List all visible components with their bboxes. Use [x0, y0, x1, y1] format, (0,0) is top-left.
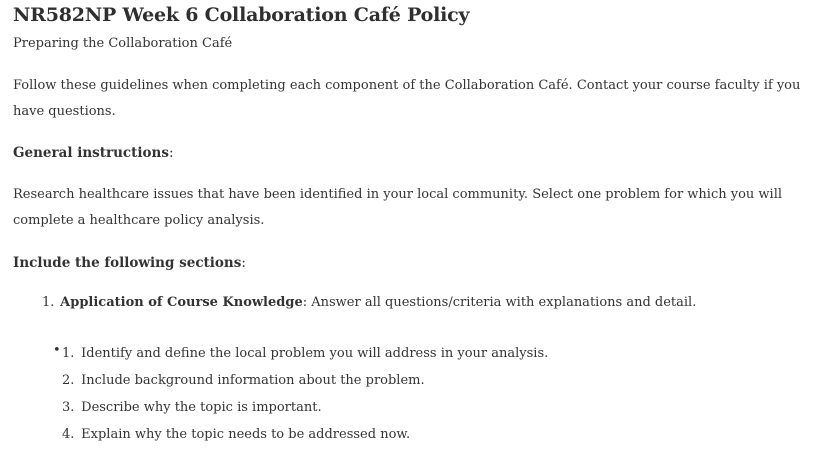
heading-colon: : [241, 255, 246, 271]
bullet-icon: • [53, 343, 61, 358]
include-sections-heading [13, 255, 246, 271]
research-paragraph: Research healthcare issues that have been identified in your local community. Select one problem for which you will complete a healthcare policy analysis. [13, 187, 783, 228]
general-instructions-heading [13, 145, 174, 161]
list-item [62, 367, 548, 394]
list-item-number: 4. [62, 427, 75, 442]
list-item [62, 394, 548, 421]
general-instructions-heading-text: General instructions [13, 145, 169, 161]
list-item-text: Describe why the topic is important. [81, 400, 322, 415]
list-item [62, 421, 548, 448]
section-text: : Answer all questions/criteria with explanations and detail. [302, 295, 697, 310]
list-item-number: 1. [62, 346, 75, 361]
list-item-text: Identify and define the local problem you will address in your analysis. [81, 346, 549, 361]
heading-colon: : [168, 145, 174, 161]
subtitle: Preparing the Collaboration Café [13, 36, 233, 51]
section-item [42, 295, 696, 310]
list-item-text: Explain why the topic needs to be addressed now. [81, 427, 411, 442]
section-title: Application of Course Knowledge [60, 295, 303, 310]
sub-list [62, 340, 548, 448]
list-item-number: 2. [62, 373, 75, 388]
list-item-text: Include background information about the problem. [81, 373, 425, 388]
page-title: NR582NP Week 6 Collaboration Café Policy [13, 4, 470, 26]
guidelines-paragraph: Follow these guidelines when completing each component of the Collaboration Café. Contact your course faculty if you have questions. [13, 78, 801, 119]
include-sections-heading-text: Include the following sections [13, 255, 242, 271]
section-number: 1. [42, 295, 55, 310]
list-item-number: 3. [62, 400, 75, 415]
list-item [62, 340, 548, 367]
